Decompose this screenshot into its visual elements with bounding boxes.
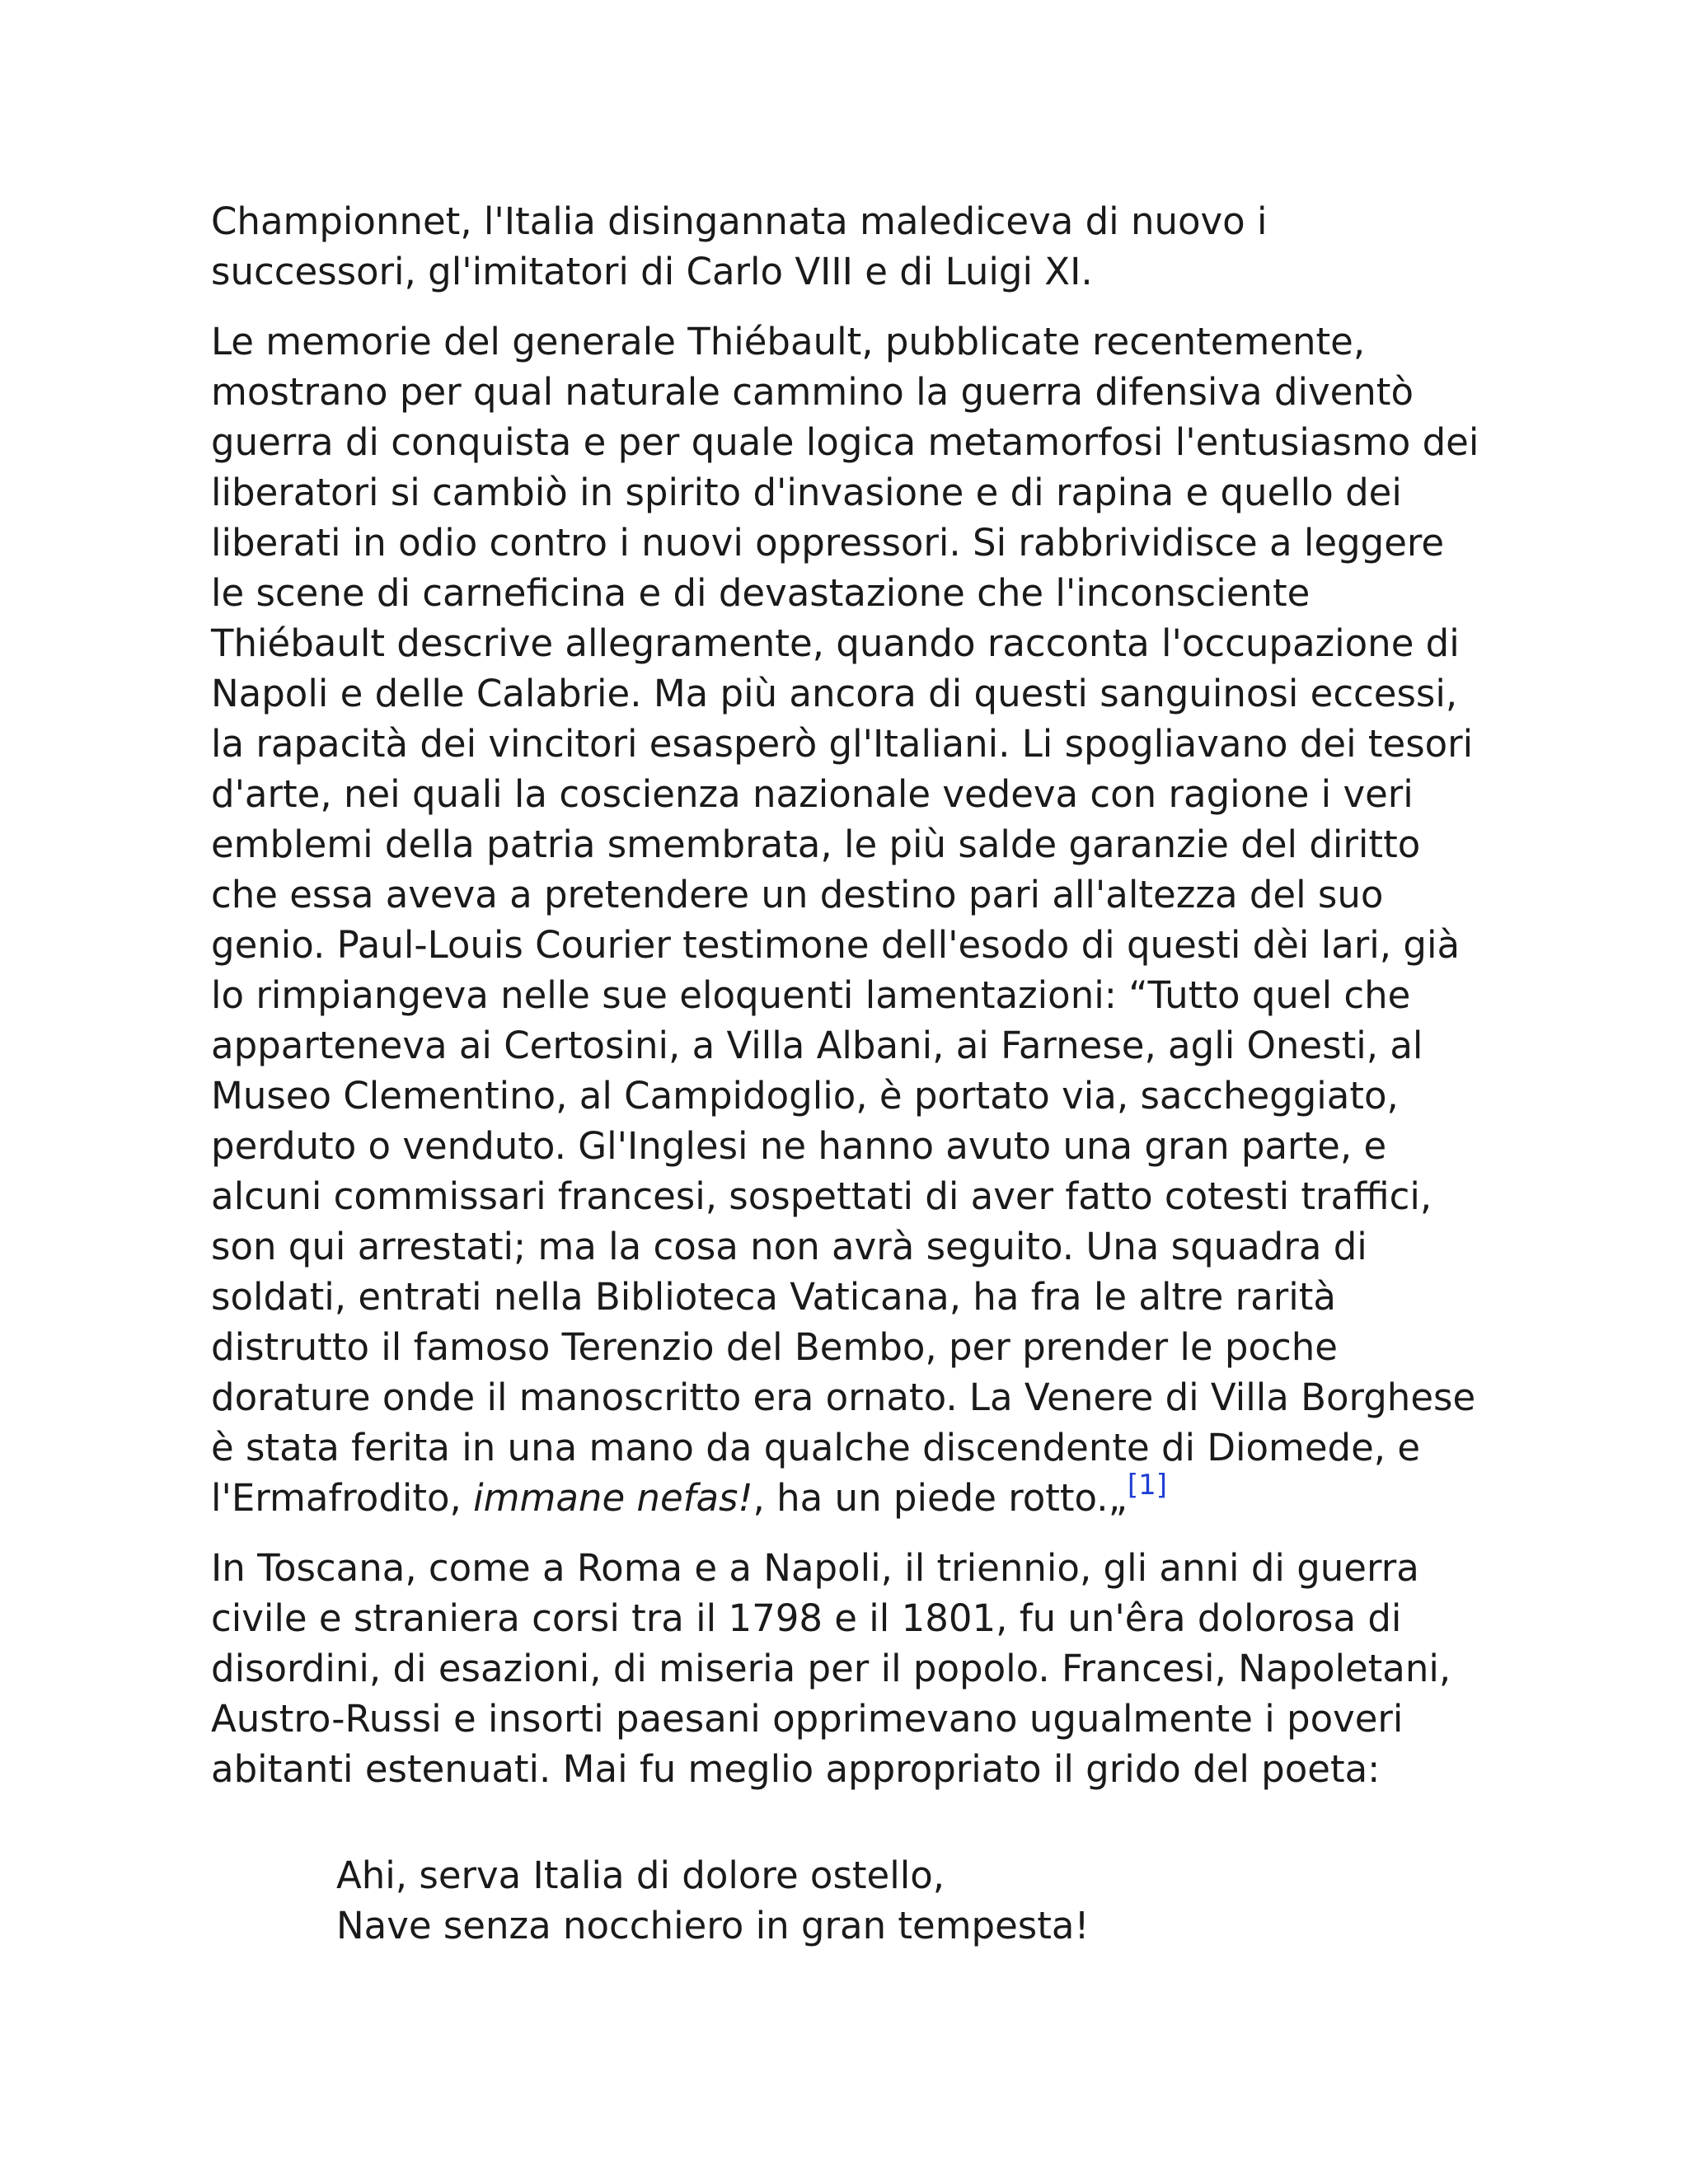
verse-line-1: Ahi, serva Italia di dolore ostello, [336, 1854, 945, 1897]
latin-phrase: immane nefas! [473, 1476, 753, 1520]
footnote-link[interactable]: [1] [1127, 1469, 1168, 1502]
paragraph-1: Championnet, l'Italia disingannata malediceva di nuovo i successori, gl'imitatori di Carlo VIII e di Luigi XI. [211, 199, 1268, 293]
paragraph-2 [211, 316, 1480, 1523]
verse-quote [336, 1850, 1480, 1951]
paragraph-3: In Toscana, come a Roma e a Napoli, il triennio, gli anni di guerra civile e straniera corsi tra il 1798 e il 1801, fu un'êra dolorosa di disordini, di esazioni, di miseria per il popolo. Francesi, Napoletani, Austro-Russi e insorti paesani opprimevano ugualmente i poveri abitanti estenuati. Mai fu meglio appropriato il grido del poeta: [211, 1546, 1451, 1791]
document-page [211, 196, 1480, 1951]
paragraph-2-text: Le memorie del generale Thiébault, pubblicate recentemente, mostrano per qual naturale cammino la guerra difensiva diventò guerra di conquista e per quale logica metamorfosi l'entusiasmo dei liberatori si cambiò in spirito d'invasione e di rapina e quello dei liberati in odio contro i nuovi oppressori. Si rabbrividisce a leggere le scene di carneficina e di devastazione che l'inconsciente Thiébault descrive allegramente, quando racconta l'occupazione di Napoli e delle Calabrie. Ma più ancora di questi sanguinosi eccessi, la rapacità dei vincitori esasperò gl'Italiani. Li spogliavano dei tesori d'arte, nei quali la coscienza nazionale vedeva con ragione i veri emblemi della patria smembrata, le più salde garanzie del diritto che essa aveva a pretendere un destino pari all'altezza del suo genio. Paul-Louis Courier testimone dell'esodo di questi dèi lari, già lo rimpiangeva nelle sue eloquenti lamentazioni: “Tutto quel che apparteneva ai Certosini, a Villa Albani, ai Farnese, agli Onesti, al Museo Clementino, al Campidoglio, è portato via, saccheggiato, perduto o venduto. Gl'Inglesi ne hanno avuto una gran parte, e alcuni commissari francesi, sospettati di aver fatto cotesti traffici, son qui arrestati; ma la cosa non avrà seguito. Una squadra di soldati, entrati nella Biblioteca Vaticana, ha fra le altre rarità distrutto il famoso Terenzio del Bembo, per prender le poche dorature onde il manoscritto era ornato. La Venere di Villa Borghese è stata ferita in una mano da qualche discendente di Diomede, e l'Ermafrodito, [211, 320, 1479, 1520]
verse-line-2: Nave senza nocchiero in gran tempesta! [336, 1904, 1090, 1947]
paragraph-2-tail: , ha un piede rotto.„ [753, 1476, 1128, 1520]
